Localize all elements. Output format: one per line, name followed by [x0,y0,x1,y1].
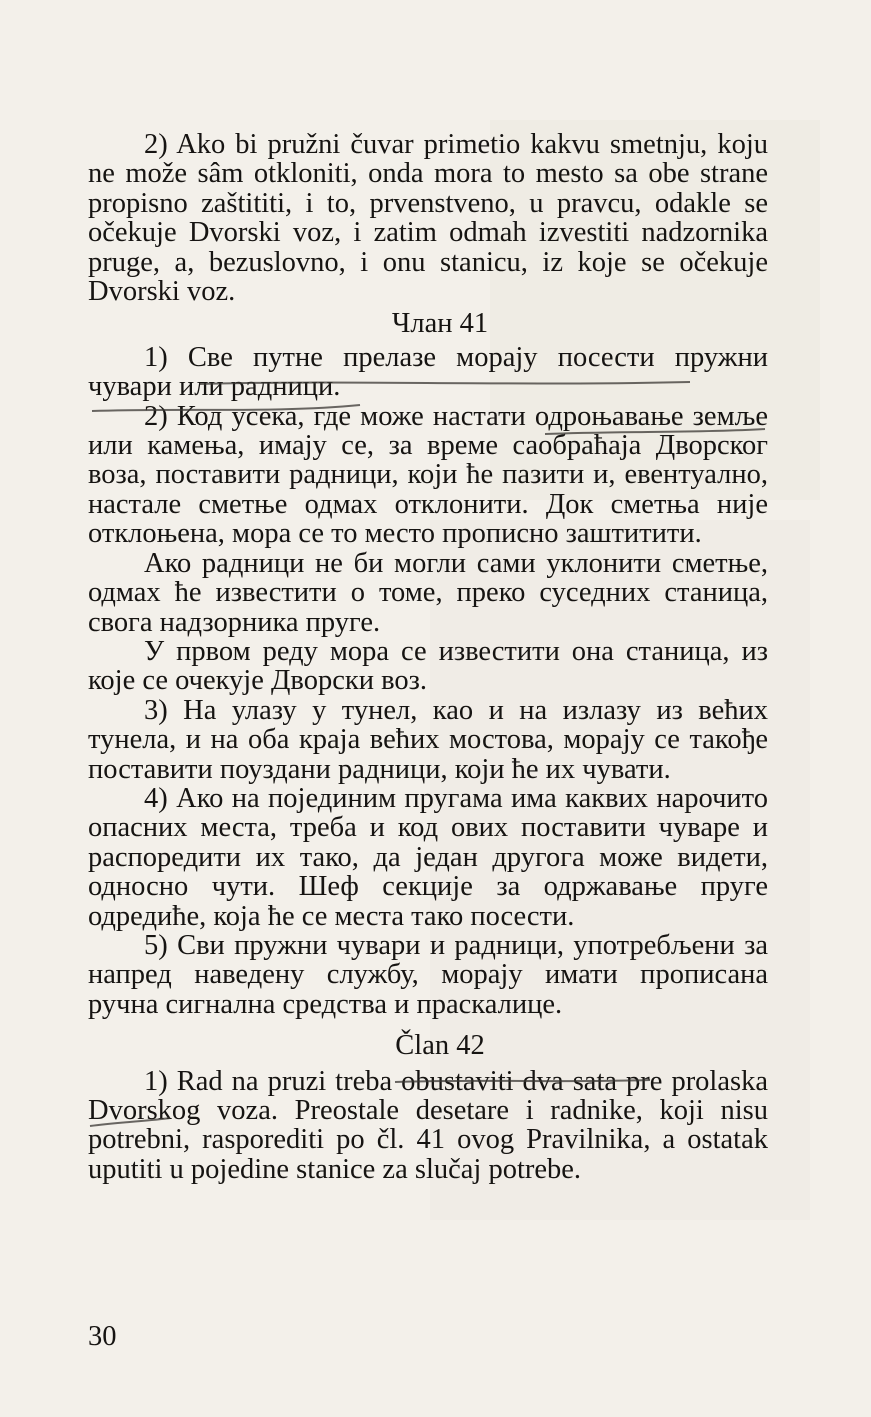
paragraph-41-5: 5) Сви пружни чувари и радници, употребљени за напред наведену службу, морају имати прописана ручна сигнална средства и праскалице. [88,929,768,1020]
paragraph-42-1: 1) Rad na pruzi treba obustaviti dva sata pre prolaska Dvorskog voza. Preostale desetare i radnike, koji nisu potrebni, rasporediti po čl. 41 ovog Pravilnika, a ostatak uputiti u pojedine stanice za slučaj potrebe. [88,1065,768,1185]
text-block-top [88,130,768,1184]
paragraph-41-2b: Ако радници не би могли сами уклонити сметње, одмах ће известити о томе, преко суседних станица, свога надзорника пруге. [88,547,768,638]
paragraph-41-4: 4) Ако на појединим пругама има каквих нарочито опасних места, треба и код ових поставити чуваре и распоредити их тако, да један другога може видети, односно чути. Шеф секције за одржавање пруге одредиће, која ће се места тако посести. [88,782,768,932]
page-number: 30 [88,1321,117,1352]
paragraph-41-3: 3) На улазу у тунел, као и на излазу из већих тунела, и на оба краја већих мостова, морају се такође поставити поуздани радници, који ће их чувати. [88,694,768,785]
heading-clan-42: Član 42 [395,1030,485,1062]
paragraph-41-2: 2) Код усека, где може настати одроњавање земље или камења, имају се, за време саобраћаја Дворског воза, поставити радници, који ће пазити и, евентуално, настале сметње одмах отклонити. Док сметња није отклоњена, мора се то место прописно заштитити. [88,400,768,550]
paragraph-2: 2) Ako bi pružni čuvar primetio kakvu smetnju, koju ne može sâm otkloniti, onda mora to mesto sa obe strane propisno zaštititi, i to, prvenstveno, u pravcu, odakle se očekuje Dvorski voz, i zatim odmah izvestiti nadzornika pruge, a, bezuslovno, i onu stanicu, iz koje se očekuje Dvorski voz. [88,129,768,308]
paragraph-41-1: 1) Све путне прелазе морају посести пружни чувари или радници. [88,341,768,403]
heading-clan-41: Члан 41 [391,308,489,340]
paragraph-41-2c: У првом реду мора се известити она станица, из које се очекује Дворски воз. [88,635,768,697]
